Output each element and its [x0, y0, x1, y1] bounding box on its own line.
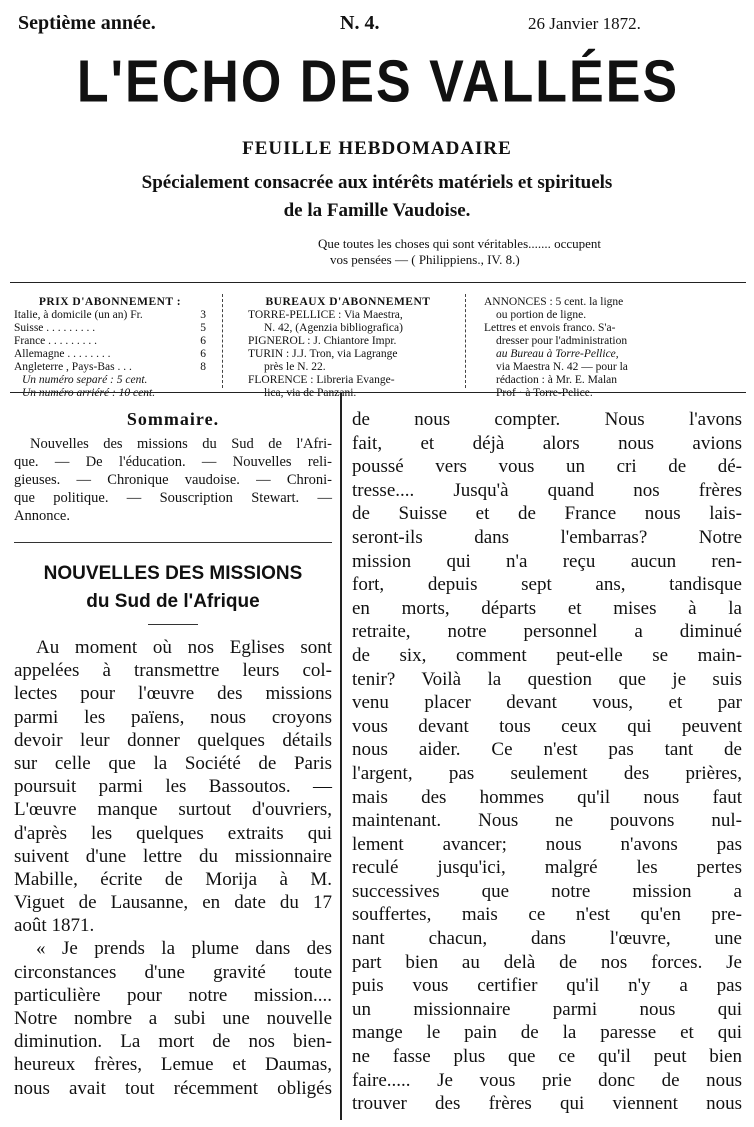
box-divider-2: [465, 294, 466, 388]
text-line: appelées à transmettre leurs col-: [14, 660, 332, 682]
motto-line-2: vos pensées — ( Philippiens., IV. 8.): [330, 252, 520, 267]
price-row: Suisse . . . . . . . . . 5: [14, 322, 206, 334]
purpose-line-1: Spécialement consacrée aux intérêts matériels et spirituels: [141, 172, 613, 193]
price-row: Allemagne . . . . . . . . 6: [14, 348, 206, 360]
text-line: de nous compter. Nous l'avons: [352, 409, 742, 430]
text-line: circonstances d'une gravité toute: [14, 961, 332, 983]
text-line: mais des hommes qu'il nous faut: [352, 786, 742, 808]
text-line: nant chacun, dans l'œuvre, une: [352, 928, 742, 950]
annonce-line: au Bureau à Torre-Pellice,: [496, 348, 619, 360]
text-line: fort, depuis sept ans, tandisque: [352, 574, 742, 596]
year-label: Septième année.: [18, 12, 156, 34]
text-line: en morts, départs et mises à la: [352, 597, 742, 619]
text-line: poursuit parmi les Bassoutos. —: [14, 776, 332, 798]
text-line: Mabille, écrite de Morija à M.: [14, 868, 332, 890]
text-line: nous avait tout récemment obligés: [14, 1077, 332, 1099]
text-line: fait, et déjà alors nous avions: [352, 432, 742, 454]
motto-line-1: Que toutes les choses qui sont véritables....... occupent: [318, 236, 602, 251]
back-issue-price: Un numéro arriéré : 10 cent.: [22, 387, 156, 399]
title-rule: [148, 624, 198, 625]
price-row: France . . . . . . . . . 6: [14, 335, 206, 347]
text-line: parmi les païens, nous croyons: [14, 706, 332, 728]
text-line: poussé vers vous un cri de dé-: [352, 456, 742, 478]
annonce-line: Prof · à Torre-Pelice.: [496, 387, 593, 399]
text-line: lement avancer; nous n'avons pas: [352, 833, 742, 855]
sommaire-text: Nouvelles des missions du Sud de l'Afri- que. — De l'éducation. — Nouvelles reli- gieuses. — Chronique vaudoise. — Chroni- que politique. — Souscription Stewart. — Annonce.: [14, 436, 332, 525]
bureau-line: FLORENCE : Libreria Evange-: [248, 374, 395, 386]
article-right-text: [352, 408, 742, 1116]
text-line: un missionnaire parmi nous qui: [352, 998, 742, 1020]
text-line: mission qui n'a reçu aucun ren-: [352, 550, 742, 572]
text-line: ne fasse plus que ce qu'il peut bien: [352, 1046, 742, 1068]
text-line: seront-ils dans l'embarras? Notre: [352, 526, 742, 548]
annonce-line: via Maestra N. 42 — pour la: [496, 361, 628, 373]
text-line: Viguet de Lausanne, en date du 17: [14, 892, 332, 914]
text-line: souffertes, mais ce n'est qu'en pre-: [352, 904, 742, 926]
bureau-line: N. 42, (Agenzia bibliografica): [264, 322, 403, 334]
text-line: part bien au delà de nos forces. Je: [352, 951, 742, 973]
text-line: reculé jusqu'ici, malgré les pertes: [352, 857, 742, 879]
text-line: faire..... Je vous prie donc de nous: [352, 1069, 742, 1091]
text-line: sur celle que la Société de Paris: [14, 752, 332, 774]
text-line: trouver des frères qui viennent nous: [352, 1093, 742, 1115]
left-column: [14, 408, 332, 525]
subscription-title: PRIX D'ABONNEMENT :: [38, 296, 182, 308]
text-line: mange le pain de la paresse et qui: [352, 1022, 742, 1044]
text-line: l'argent, pas seulement des prières,: [352, 762, 742, 784]
annonce-line: ou portion de ligne.: [496, 309, 587, 321]
text-line: nous aider. Ce n'est pas tant de: [352, 739, 742, 761]
text-line: d'après les quelques extraits qui: [14, 822, 332, 844]
text-line: heureux frères, Lemue et Daumas,: [14, 1054, 332, 1076]
text-line: Notre nombre a subi une nouvelle: [14, 1008, 332, 1029]
purpose-line-2: de la Famille Vaudoise.: [283, 200, 471, 221]
newspaper-title: L'ECHO DES VALLÉES: [76, 48, 680, 116]
bureau-line: TURIN : J.J. Tron, via Lagrange: [248, 348, 398, 360]
article-title-2: du Sud de l'Afrique: [86, 591, 260, 612]
issue-number: N. 4.: [340, 12, 380, 34]
annonce-line: dresser pour l'administration: [496, 335, 628, 347]
sommaire-title: Sommaire.: [126, 409, 220, 429]
text-line: tenir? Voilà la question que je suis: [352, 668, 742, 690]
text-line: de Suisse et de France nous lais-: [352, 503, 742, 525]
text-line: particulière pour notre mission....: [14, 984, 332, 1006]
bureaux-title: BUREAUX D'ABONNEMENT: [265, 296, 431, 308]
issue-date: 26 Janvier 1872.: [528, 14, 641, 33]
box-divider-1: [222, 294, 223, 388]
column-rule: [340, 392, 342, 1120]
text-line: venu placer devant vous, et par: [352, 692, 742, 714]
header-rule-bottom: [10, 392, 746, 393]
text-line: vous devant tous ceux qui peuvent: [352, 715, 742, 737]
text-line: lectes pour l'œuvre des missions: [14, 683, 332, 705]
text-line: de six, comment peut-elle se main-: [352, 644, 742, 666]
subscription-box: [14, 296, 206, 400]
newspaper-subtitle: FEUILLE HEBDOMADAIRE: [242, 138, 512, 159]
bureau-line: lica, via de Panzani.: [264, 387, 357, 399]
text-line: L'œuvre manque surtout d'ouvriers,: [14, 799, 332, 821]
text-line: tresse.... Jusqu'à quand nos frères: [352, 479, 742, 501]
header-rule-top: [10, 282, 746, 283]
price-row: Italie, à domicile (un an) Fr. 3: [14, 309, 206, 321]
article-left-text: [14, 636, 332, 1100]
annonce-line: ANNONCES : 5 cent. la ligne: [484, 296, 624, 308]
price-row: Angleterre , Pays-Bas . . . 8: [14, 361, 206, 373]
bureau-line: près le N. 22.: [264, 361, 326, 373]
text-line: « Je prends la plume dans des: [36, 938, 332, 960]
single-issue-price: Un numéro separé : 5 cent.: [22, 374, 148, 386]
article-title-1: NOUVELLES DES MISSIONS: [43, 563, 303, 584]
annonce-line: Lettres et envois franco. S'a-: [484, 322, 616, 334]
text-line: août 1871.: [14, 915, 95, 937]
sommaire-rule: [14, 542, 332, 543]
text-line: retraite, notre personnel a diminué: [352, 621, 742, 643]
text-line: diminution. La mort de nos bien-: [14, 1031, 332, 1053]
text-line: puis vous certifier qu'il n'y a pas: [352, 975, 742, 997]
text-line: successives que notre mission a: [352, 880, 742, 902]
bureau-line: TORRE-PELLICE : Via Maestra,: [248, 309, 403, 321]
annonces-box: [484, 296, 674, 400]
bureau-line: PIGNEROL : J. Chiantore Impr.: [248, 335, 397, 347]
text-line: Au moment où nos Eglises sont: [36, 637, 332, 658]
text-line: maintenant. Nous ne pouvons nul-: [352, 810, 742, 832]
bureaux-box: [248, 296, 448, 400]
annonce-line: rédaction : à Mr. E. Malan: [496, 374, 618, 386]
text-line: devoir leur donner quelques détails: [14, 729, 332, 751]
text-line: suivent d'une lettre du missionnaire: [14, 845, 332, 867]
